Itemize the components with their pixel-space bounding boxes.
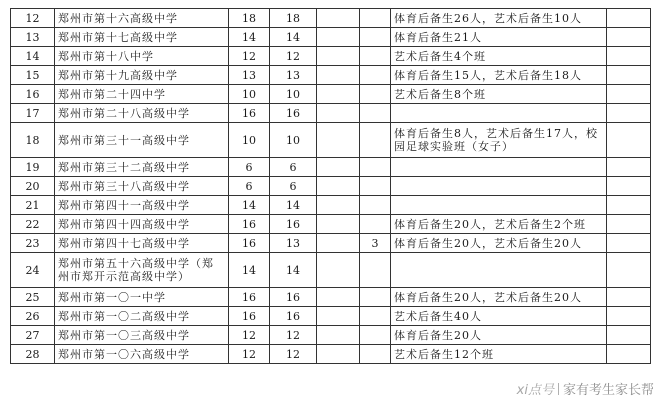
school-name: 郑州市第三十一高级中学	[55, 123, 229, 158]
actual-count: 13	[270, 234, 317, 253]
last-column	[607, 123, 651, 158]
table-row	[11, 215, 651, 234]
extra-count-a	[317, 215, 360, 234]
extra-count-b	[360, 326, 391, 345]
extra-count-a	[317, 288, 360, 307]
extra-count-b	[360, 307, 391, 326]
extra-count-b	[360, 196, 391, 215]
school-name: 郑州市第十八中学	[55, 47, 229, 66]
remark	[391, 253, 607, 288]
watermark	[517, 379, 654, 398]
extra-count-b	[360, 85, 391, 104]
row-number: 25	[11, 288, 55, 307]
remark: 艺术后备生12个班	[391, 345, 607, 364]
plan-count: 6	[229, 177, 270, 196]
extra-count-b	[360, 9, 391, 28]
last-column	[607, 85, 651, 104]
extra-count-a	[317, 28, 360, 47]
table-row	[11, 177, 651, 196]
row-number: 14	[11, 47, 55, 66]
extra-count-b	[360, 104, 391, 123]
extra-count-a	[317, 196, 360, 215]
extra-count-b	[360, 177, 391, 196]
actual-count: 14	[270, 196, 317, 215]
row-number: 17	[11, 104, 55, 123]
plan-count: 6	[229, 158, 270, 177]
extra-count-a	[317, 253, 360, 288]
table-row	[11, 85, 651, 104]
table-row	[11, 234, 651, 253]
actual-count: 10	[270, 123, 317, 158]
plan-count: 12	[229, 326, 270, 345]
actual-count: 6	[270, 158, 317, 177]
last-column	[607, 66, 651, 85]
extra-count-b	[360, 158, 391, 177]
remark: 体育后备生21人	[391, 28, 607, 47]
school-name: 郑州市第十六高级中学	[55, 9, 229, 28]
plan-count: 18	[229, 9, 270, 28]
remark	[391, 196, 607, 215]
extra-count-b	[360, 215, 391, 234]
table-row	[11, 158, 651, 177]
extra-count-a	[317, 9, 360, 28]
school-name: 郑州市第五十六高级中学（郑州市郑开示范高级中学）	[55, 253, 229, 288]
last-column	[607, 47, 651, 66]
remark: 体育后备生20人	[391, 326, 607, 345]
plan-count: 12	[229, 345, 270, 364]
last-column	[607, 345, 651, 364]
school-name: 郑州市第四十四高级中学	[55, 215, 229, 234]
watermark-logo: xi点号	[516, 383, 554, 398]
table-row	[11, 326, 651, 345]
table-row	[11, 123, 651, 158]
actual-count: 10	[270, 85, 317, 104]
row-number: 22	[11, 215, 55, 234]
schools-table	[10, 8, 651, 364]
school-name: 郑州市第十九高级中学	[55, 66, 229, 85]
extra-count-a	[317, 234, 360, 253]
row-number: 27	[11, 326, 55, 345]
school-name: 郑州市第一〇六高级中学	[55, 345, 229, 364]
remark	[391, 158, 607, 177]
remark: 体育后备生15人，艺术后备生18人	[391, 66, 607, 85]
table-row	[11, 66, 651, 85]
actual-count: 12	[270, 345, 317, 364]
extra-count-a	[317, 345, 360, 364]
table-row	[11, 47, 651, 66]
table-row	[11, 104, 651, 123]
row-number: 19	[11, 158, 55, 177]
school-name: 郑州市第二十八高级中学	[55, 104, 229, 123]
extra-count-a	[317, 158, 360, 177]
extra-count-a	[317, 66, 360, 85]
extra-count-a	[317, 307, 360, 326]
plan-count: 12	[229, 47, 270, 66]
extra-count-b: 3	[360, 234, 391, 253]
last-column	[607, 196, 651, 215]
remark: 体育后备生26人，艺术后备生10人	[391, 9, 607, 28]
last-column	[607, 177, 651, 196]
table-body	[11, 9, 651, 364]
actual-count: 16	[270, 307, 317, 326]
remark: 体育后备生8人，艺术后备生17人，校园足球实验班（女子）	[391, 123, 607, 158]
last-column	[607, 288, 651, 307]
row-number: 26	[11, 307, 55, 326]
row-number: 20	[11, 177, 55, 196]
actual-count: 16	[270, 215, 317, 234]
school-name: 郑州市第四十一高级中学	[55, 196, 229, 215]
plan-count: 16	[229, 307, 270, 326]
extra-count-a	[317, 104, 360, 123]
row-number: 16	[11, 85, 55, 104]
actual-count: 12	[270, 326, 317, 345]
last-column	[607, 234, 651, 253]
table-row	[11, 288, 651, 307]
plan-count: 16	[229, 288, 270, 307]
actual-count: 18	[270, 9, 317, 28]
extra-count-b	[360, 123, 391, 158]
school-name: 郑州市第三十八高级中学	[55, 177, 229, 196]
school-name: 郑州市第一〇一中学	[55, 288, 229, 307]
last-column	[607, 9, 651, 28]
watermark-divider	[558, 383, 559, 395]
actual-count: 13	[270, 66, 317, 85]
row-number: 12	[11, 9, 55, 28]
row-number: 23	[11, 234, 55, 253]
table-row	[11, 196, 651, 215]
row-number: 21	[11, 196, 55, 215]
remark	[391, 177, 607, 196]
remark: 体育后备生20人，艺术后备生20人	[391, 288, 607, 307]
last-column	[607, 28, 651, 47]
extra-count-a	[317, 85, 360, 104]
plan-count: 13	[229, 66, 270, 85]
school-name: 郑州市第四十七高级中学	[55, 234, 229, 253]
last-column	[607, 104, 651, 123]
extra-count-a	[317, 47, 360, 66]
extra-count-b	[360, 28, 391, 47]
school-name: 郑州市第十七高级中学	[55, 28, 229, 47]
actual-count: 16	[270, 104, 317, 123]
plan-count: 14	[229, 253, 270, 288]
remark: 体育后备生20人，艺术后备生20人	[391, 234, 607, 253]
plan-count: 14	[229, 28, 270, 47]
school-name: 郑州市第一〇二高级中学	[55, 307, 229, 326]
remark: 体育后备生20人，艺术后备生2个班	[391, 215, 607, 234]
extra-count-a	[317, 177, 360, 196]
table-row	[11, 9, 651, 28]
last-column	[607, 326, 651, 345]
remark: 艺术后备生40人	[391, 307, 607, 326]
plan-count: 16	[229, 234, 270, 253]
school-name: 郑州市第三十二高级中学	[55, 158, 229, 177]
row-number: 13	[11, 28, 55, 47]
extra-count-b	[360, 66, 391, 85]
actual-count: 6	[270, 177, 317, 196]
last-column	[607, 215, 651, 234]
table-row	[11, 28, 651, 47]
plan-count: 16	[229, 215, 270, 234]
extra-count-b	[360, 253, 391, 288]
plan-count: 14	[229, 196, 270, 215]
extra-count-b	[360, 47, 391, 66]
actual-count: 14	[270, 253, 317, 288]
table-row	[11, 345, 651, 364]
school-name: 郑州市第一〇三高级中学	[55, 326, 229, 345]
actual-count: 14	[270, 28, 317, 47]
plan-count: 10	[229, 85, 270, 104]
row-number: 28	[11, 345, 55, 364]
row-number: 15	[11, 66, 55, 85]
school-name: 郑州市第二十四中学	[55, 85, 229, 104]
extra-count-b	[360, 345, 391, 364]
remark: 艺术后备生8个班	[391, 85, 607, 104]
remark: 艺术后备生4个班	[391, 47, 607, 66]
actual-count: 12	[270, 47, 317, 66]
table-row	[11, 253, 651, 288]
extra-count-a	[317, 123, 360, 158]
row-number: 24	[11, 253, 55, 288]
last-column	[607, 307, 651, 326]
watermark-account: 家有考生家长帮	[562, 383, 654, 398]
plan-count: 16	[229, 104, 270, 123]
last-column	[607, 253, 651, 288]
extra-count-a	[317, 326, 360, 345]
plan-count: 10	[229, 123, 270, 158]
extra-count-b	[360, 288, 391, 307]
table-row	[11, 307, 651, 326]
remark	[391, 104, 607, 123]
row-number: 18	[11, 123, 55, 158]
actual-count: 16	[270, 288, 317, 307]
last-column	[607, 158, 651, 177]
